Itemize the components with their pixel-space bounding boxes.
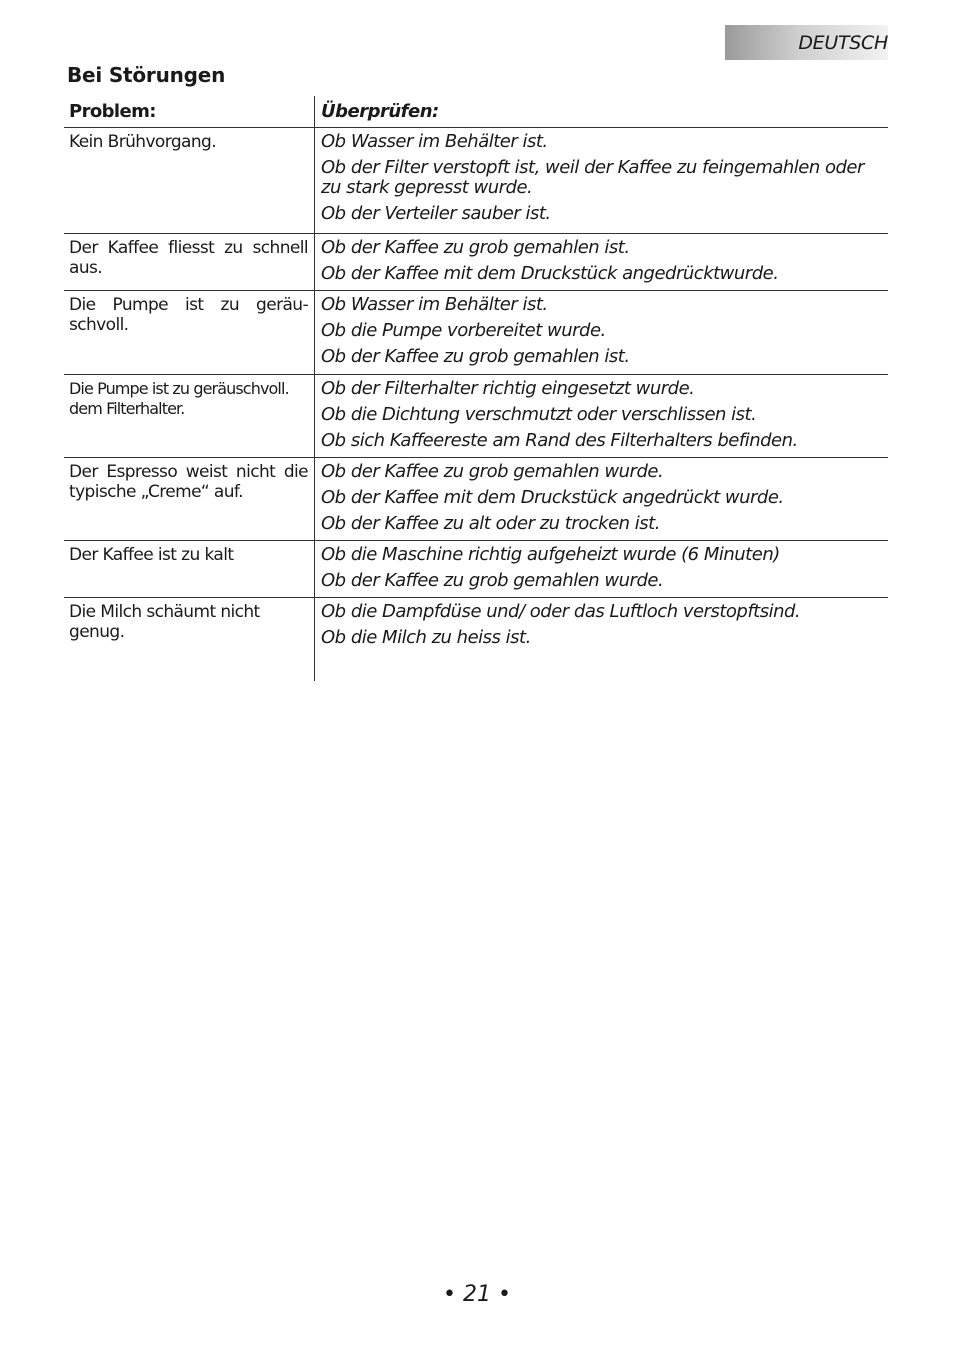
problem-cell: Der Kaffee fliesst zu schnell aus. [64, 234, 315, 290]
check-item: Ob der Kaffee zu grob gemahlen ist. [321, 237, 630, 258]
troubleshooting-table [64, 96, 888, 681]
check-item: Ob die Maschine richtig aufgeheizt wurde (6 Minuten) [321, 544, 780, 565]
table-row [64, 128, 888, 233]
table-row [64, 290, 888, 374]
check-item: Ob die Dampfdüse und/ oder das Luftloch verstopftsind. [321, 601, 801, 622]
problem-cell: Die Pumpe ist zu geräuschvoll. dem Filterhalter. [64, 375, 315, 457]
check-item: Ob sich Kaffeereste am Rand des Filterhalters befinden. [321, 430, 798, 451]
language-label: DEUTSCH [798, 32, 888, 54]
page-number-label: • 21 • [443, 1282, 511, 1307]
table-header-row [64, 96, 888, 128]
column-header-problem: Problem: [64, 96, 315, 127]
table-row [64, 540, 888, 597]
table-row [64, 233, 888, 290]
check-item: Ob der Kaffee zu grob gemahlen ist. [321, 346, 630, 367]
check-item: Ob der Filterhalter richtig eingesetzt wurde. [321, 378, 695, 399]
check-item: Ob die Dichtung verschmutzt oder verschlissen ist. [321, 404, 757, 425]
check-cell [315, 541, 888, 597]
check-item: Ob der Kaffee zu grob gemahlen wurde. [321, 570, 664, 591]
check-cell [315, 598, 888, 681]
section-title: Bei Störungen [67, 63, 226, 87]
problem-cell: Die Pumpe ist zu geräu-schvoll. [64, 291, 315, 374]
language-tab [725, 25, 888, 60]
table-row [64, 597, 888, 681]
check-item: Ob der Verteiler sauber ist. [321, 203, 551, 224]
problem-cell: Die Milch schäumt nicht genug. [64, 598, 315, 681]
check-cell [315, 128, 888, 233]
problem-cell: Kein Brühvorgang. [64, 128, 315, 233]
table-row [64, 374, 888, 457]
check-item: Ob Wasser im Behälter ist. [321, 131, 548, 152]
problem-cell: Der Espresso weist nicht die typische „Creme“ auf. [64, 458, 315, 540]
problem-cell: Der Kaffee ist zu kalt [64, 541, 315, 597]
check-item: Ob die Pumpe vorbereitet wurde. [321, 320, 606, 341]
check-item: Ob der Filter verstopft ist, weil der Kaffee zu feingemahlen oder zu stark gepresst wurde. [321, 157, 864, 198]
check-item: Ob der Kaffee zu alt oder zu trocken ist. [321, 513, 660, 534]
check-cell [315, 458, 888, 540]
page-number [0, 1280, 954, 1310]
table-row [64, 457, 888, 540]
check-item: Ob der Kaffee mit dem Druckstück angedrückt wurde. [321, 487, 784, 508]
check-cell [315, 375, 888, 457]
check-item: Ob der Kaffee zu grob gemahlen wurde. [321, 461, 664, 482]
check-item: Ob die Milch zu heiss ist. [321, 627, 531, 648]
column-header-check: Überprüfen: [321, 101, 439, 122]
check-item: Ob der Kaffee mit dem Druckstück angedrücktwurde. [321, 263, 779, 284]
check-cell [315, 291, 888, 374]
check-cell [315, 234, 888, 290]
check-item: Ob Wasser im Behälter ist. [321, 294, 548, 315]
